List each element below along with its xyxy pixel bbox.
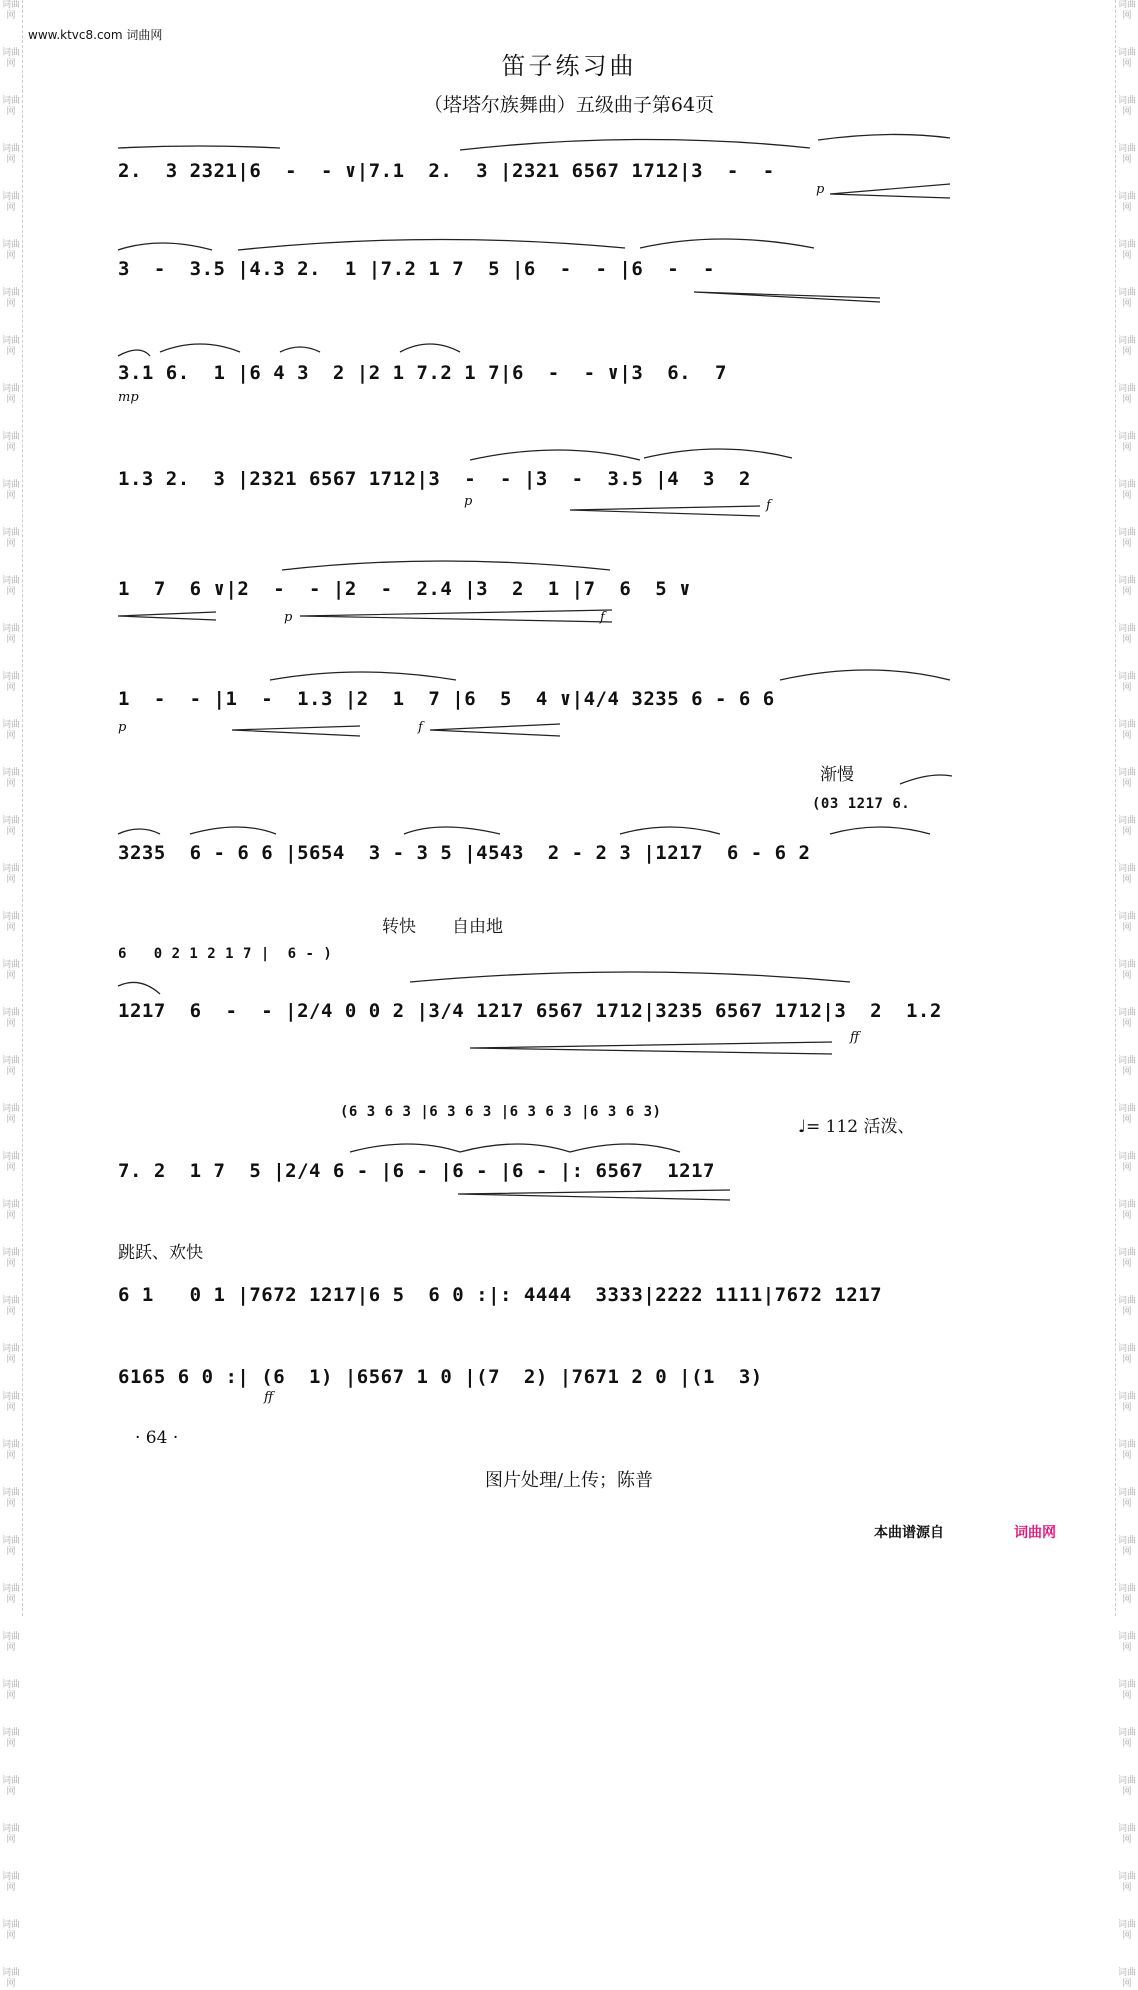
dynamic-ff: ff bbox=[850, 1030, 860, 1045]
source-url: www.ktvc8.com 词曲网 bbox=[28, 28, 163, 42]
annotation-tempo: ♩= 112 活泼、 bbox=[798, 1117, 915, 1137]
annotation-tiaoyue: 跳跃、欢快 bbox=[118, 1243, 203, 1263]
page-title: 笛子练习曲 bbox=[501, 52, 637, 80]
score-row-11: 6165 6 0 :| (6 1) |6567 1 0 |(7 2) |7671 2 0 |(1 3) bbox=[118, 1366, 763, 1388]
score-row-5: 1 7 6 ∨|2 - - |2 - 2.4 |3 2 1 |7 6 5 ∨ bbox=[118, 578, 692, 600]
source-label: 本曲谱源自 bbox=[874, 1525, 944, 1541]
dynamic-ff: ff bbox=[264, 1390, 274, 1405]
site-link[interactable]: 词曲网 bbox=[1014, 1525, 1056, 1541]
dynamic-f: f bbox=[418, 720, 423, 735]
score-row-2: 3 - 3.5 |4.3 2. 1 |7.2 1 7 5 |6 - - |6 - - bbox=[118, 258, 727, 280]
dynamic-p: p bbox=[816, 182, 825, 197]
score-row-10: 6 1 0 1 |7672 1217|6 5 6 0 :|: 4444 3333|2222 1111|7672 1217 bbox=[118, 1284, 883, 1306]
score-row-3: 3.1 6. 1 |6 4 3 2 |2 1 7.2 1 7|6 - - ∨|3 6. 7 bbox=[118, 362, 727, 384]
cue-row-8: 6 0 2 1 2 1 7 | 6 - ) bbox=[118, 946, 333, 962]
dynamic-p: p bbox=[284, 610, 293, 625]
cue-row-7: (03 1217 6. bbox=[812, 796, 911, 812]
left-watermark-strip: 词曲网 词曲网 词曲网 词曲网 词曲网 词曲网 词曲网 词曲网 词曲网 词曲网 词曲网 词曲网 词曲网 词曲网 词曲网 词曲网 词曲网 词曲网 词曲网 词曲网 词曲网 词曲网 词曲网 词曲网 词曲网 词曲网 词曲网 词曲网 词曲网 词曲网 词曲网 词曲网 词曲网 词曲网 词曲网 词曲网 词曲网 词曲网 词曲网 词曲网 词曲网 词曲网 bbox=[0, 0, 23, 1616]
dynamic-f: f bbox=[766, 498, 771, 513]
page-subtitle: （塔塔尔族舞曲）五级曲子第64页 bbox=[423, 94, 715, 116]
cue-row-9: (6 3 6 3 |6 3 6 3 |6 3 6 3 |6 3 6 3) bbox=[340, 1104, 662, 1120]
upload-credit: 图片处理/上传；陈普 bbox=[484, 1470, 654, 1491]
annotation-ziyoudi: 自由地 bbox=[452, 917, 503, 937]
page-number: · 64 · bbox=[135, 1428, 179, 1448]
dynamic-f: f bbox=[600, 610, 605, 625]
score-row-6: 1 - - |1 - 1.3 |2 1 7 |6 5 4 ∨|4/4 3235 6 - 6 6 bbox=[118, 688, 775, 710]
score-row-8: 1217 6 - - |2/4 0 0 2 |3/4 1217 6567 1712|3235 6567 1712|3 2 1.2 bbox=[118, 1000, 942, 1022]
score-row-9: 7. 2 1 7 5 |2/4 6 - |6 - |6 - |6 - |: 6567 1217 bbox=[118, 1160, 715, 1182]
dynamic-mp: mp bbox=[118, 390, 139, 405]
right-watermark-strip: 词曲网 词曲网 词曲网 词曲网 词曲网 词曲网 词曲网 词曲网 词曲网 词曲网 词曲网 词曲网 词曲网 词曲网 词曲网 词曲网 词曲网 词曲网 词曲网 词曲网 词曲网 词曲网 词曲网 词曲网 词曲网 词曲网 词曲网 词曲网 词曲网 词曲网 词曲网 词曲网 词曲网 词曲网 词曲网 词曲网 词曲网 词曲网 词曲网 词曲网 词曲网 词曲网 bbox=[1115, 0, 1138, 1616]
annotation-zhuankuai: 转快 bbox=[382, 917, 416, 937]
annotation-jianman: 渐慢 bbox=[820, 765, 854, 785]
score-row-1: 2. 3 2321|6 - - ∨|7.1 2. 3 |2321 6567 1712|3 - - bbox=[118, 160, 787, 182]
dynamic-p: p bbox=[464, 494, 473, 509]
score-row-4: 1.3 2. 3 |2321 6567 1712|3 - - |3 - 3.5 |4 3 2 bbox=[118, 468, 751, 490]
score-row-7: 3235 6 - 6 6 |5654 3 - 3 5 |4543 2 - 2 3 |1217 6 - 6 2 bbox=[118, 842, 811, 864]
dynamic-p: p bbox=[118, 720, 127, 735]
